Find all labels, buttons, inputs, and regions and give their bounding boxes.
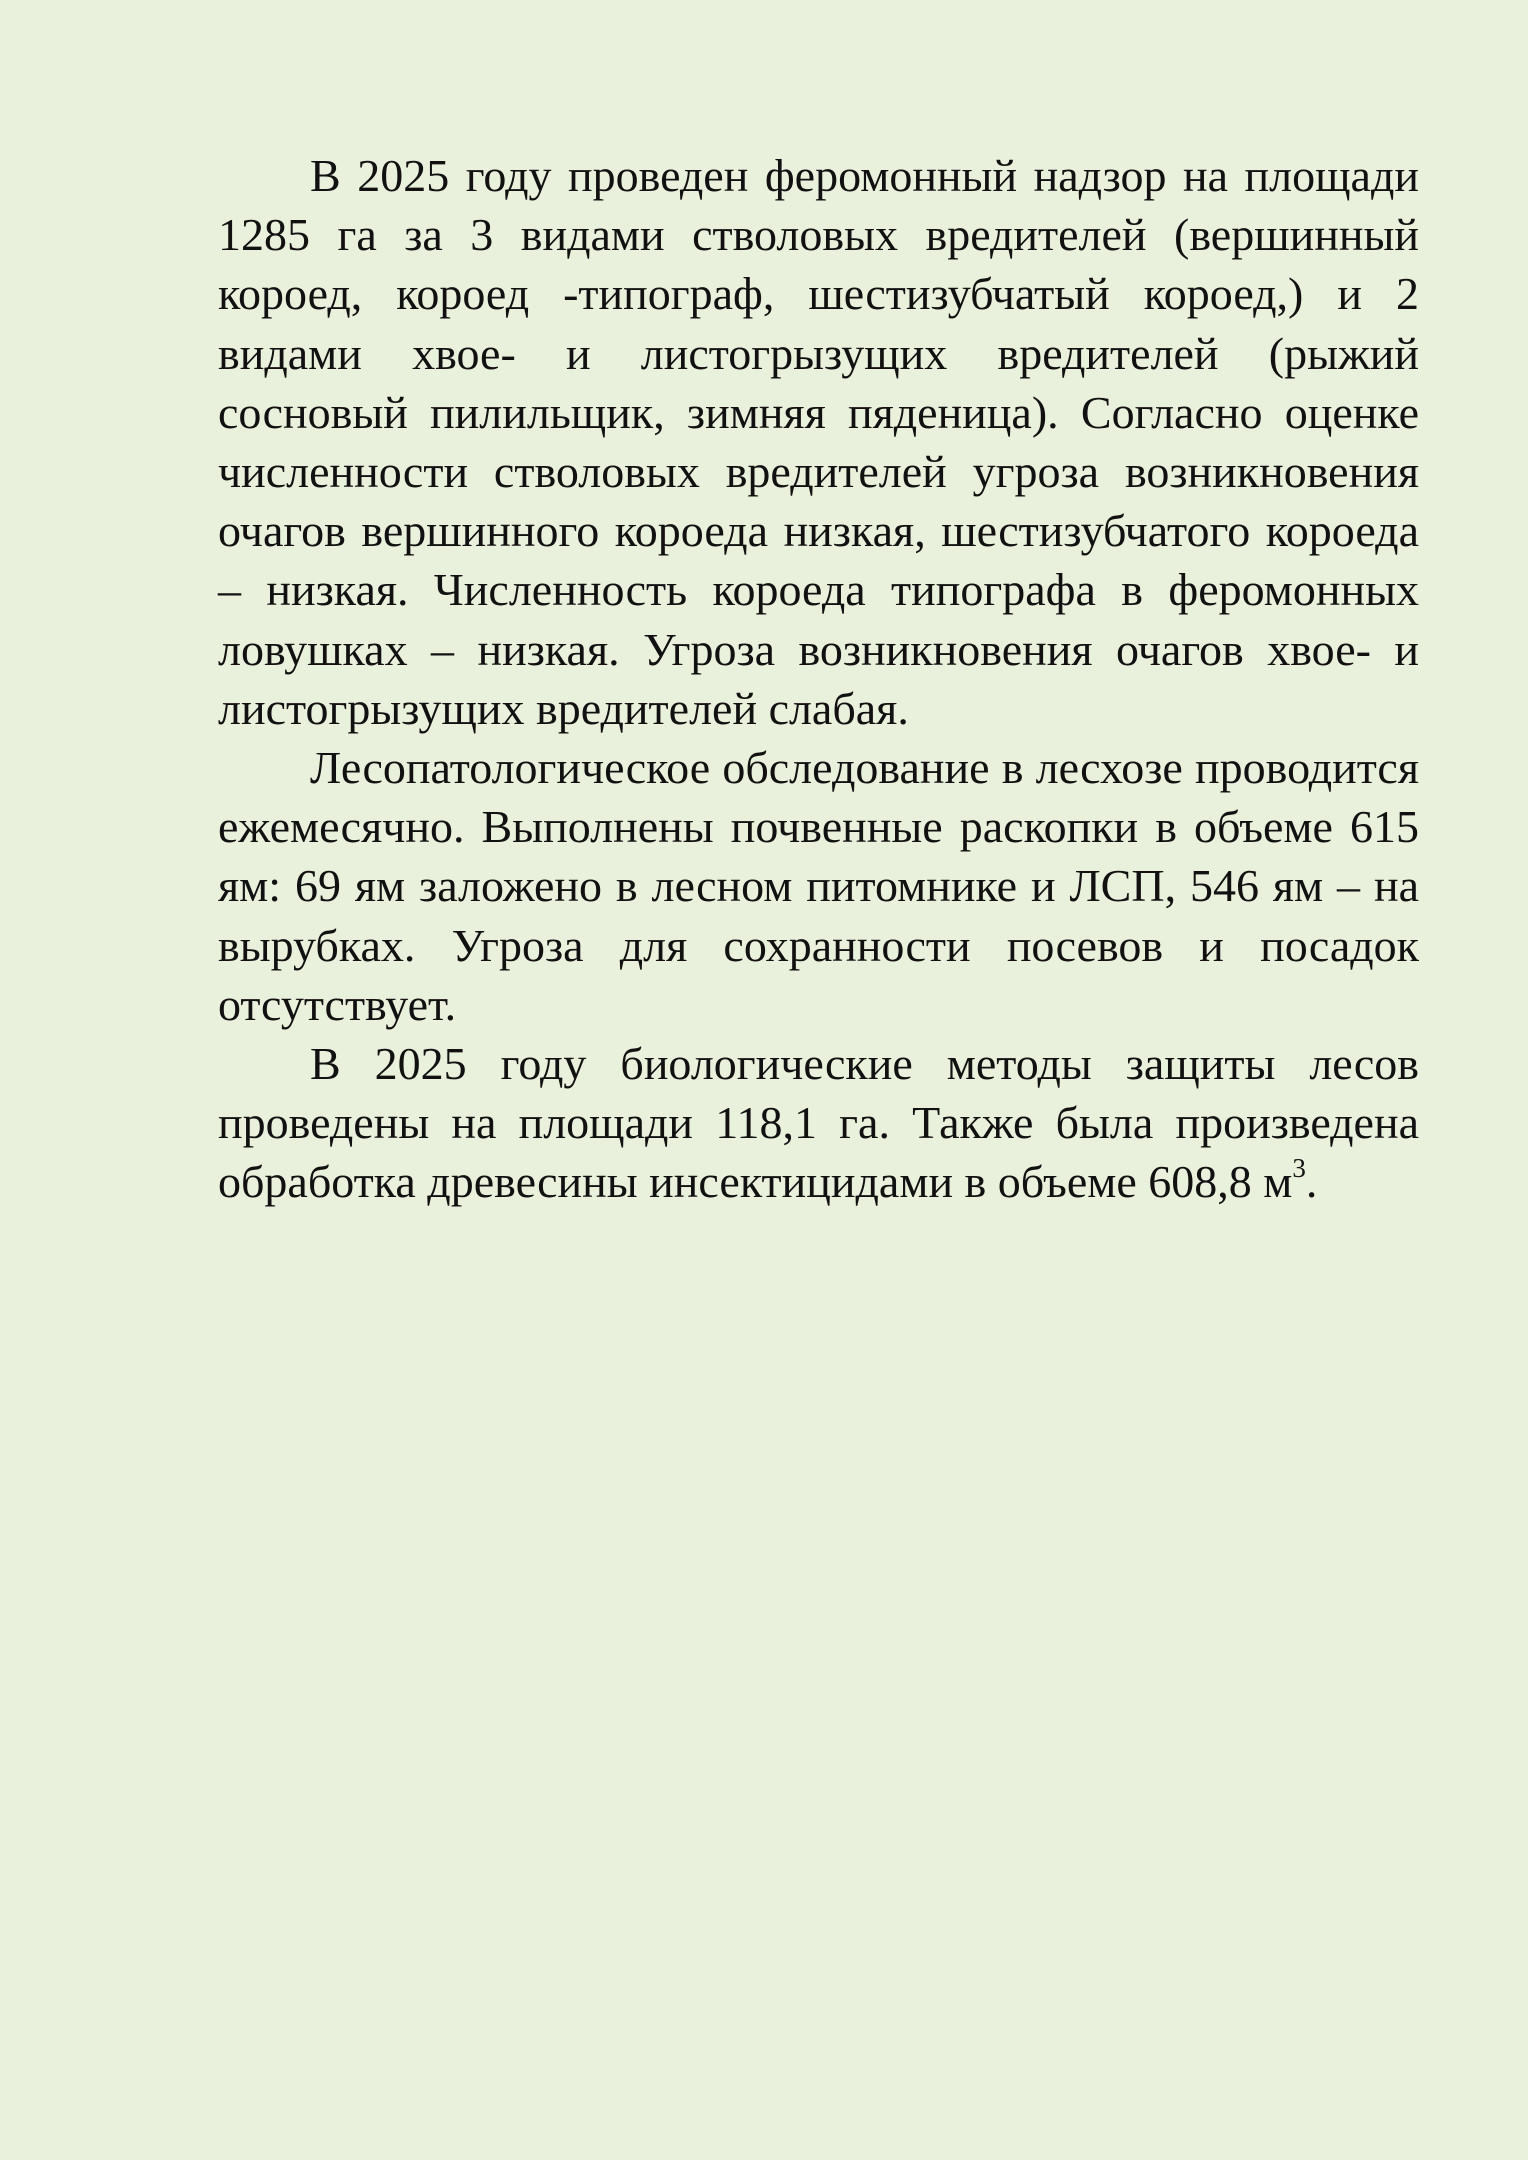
cubic-superscript: 3: [1292, 1153, 1306, 1184]
paragraph-biological-protection: [218, 1034, 1419, 1212]
paragraph-end-period: .: [1305, 1156, 1318, 1208]
document-page: [218, 146, 1419, 1212]
paragraph-biological-protection-text: В 2025 году биологические методы защиты лесов проведены на площади 118,1 га. Также была произведена обработка древесины инсектицидами в объеме 608,8 м: [218, 1038, 1419, 1208]
paragraph-forest-pathology-survey: Лесопатологическое обследование в лесхозе проводится ежемесячно. Выполнены почвенные раскопки в объеме 615 ям: 69 ям заложено в лесном питомнике и ЛСП, 546 ям – на вырубках. Угроза для сохранности посевов и посадок отсутствует.: [218, 742, 1419, 1030]
paragraph-pheromone-monitoring: В 2025 году проведен феромонный надзор на площади 1285 га за 3 видами стволовых вредителей (вершинный короед, короед -типограф, шестизубчатый короед,) и 2 видами хвое- и листогрызущих вредителей (рыжий сосновый пилильщик, зимняя пяденица). Согласно оценке численности стволовых вредителей угроза возникновения очагов вершинного короеда низкая, шестизубчатого короеда – низкая. Численность короеда типографа в феромонных ловушках – низкая. Угроза возникновения очагов хвое- и листогрызущих вредителей слабая.: [218, 150, 1419, 734]
